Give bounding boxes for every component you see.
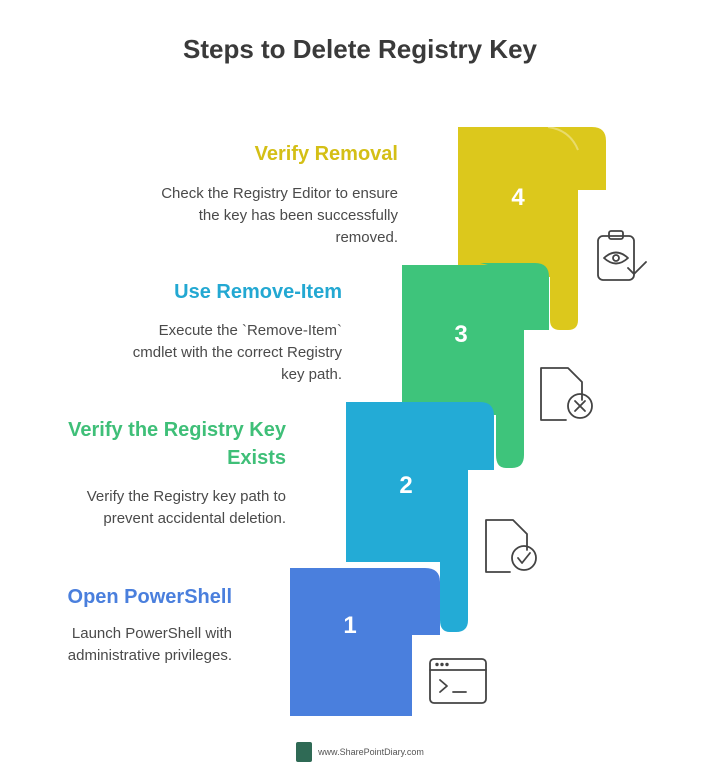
step-4-title: Verify Removal [254, 143, 398, 165]
step-2-title: Verify the Registry Key Exists [68, 419, 286, 469]
footer-text: www.SharePointDiary.com [318, 747, 424, 757]
site-logo [296, 742, 312, 762]
step-2-description: Verify the Registry key path to prevent accidental deletion. [86, 488, 286, 527]
file-remove-icon [541, 368, 592, 420]
footer [0, 742, 720, 762]
page-title: Steps to Delete Registry Key [182, 34, 537, 64]
clipboard-eye-icon [598, 231, 646, 280]
step-4-description: Check the Registry Editor to ensure the key has been successfully removed. [161, 185, 398, 246]
step-4-number: 4 [511, 184, 525, 211]
step-1-block [290, 568, 440, 716]
terminal-icon [430, 659, 486, 703]
step-2-number: 2 [399, 472, 413, 499]
step-1-description: Launch PowerShell with administrative privileges. [67, 625, 232, 664]
step-3-number: 3 [454, 321, 468, 348]
step-3-title: Use Remove-Item [174, 281, 342, 303]
step-1-slab [290, 568, 412, 716]
step-1-title: Open PowerShell [67, 586, 232, 608]
step-1-number: 1 [343, 612, 357, 639]
step-3-description: Execute the `Remove-Item` cmdlet with the correct Registry key path. [132, 322, 342, 383]
file-check-icon [486, 520, 536, 572]
